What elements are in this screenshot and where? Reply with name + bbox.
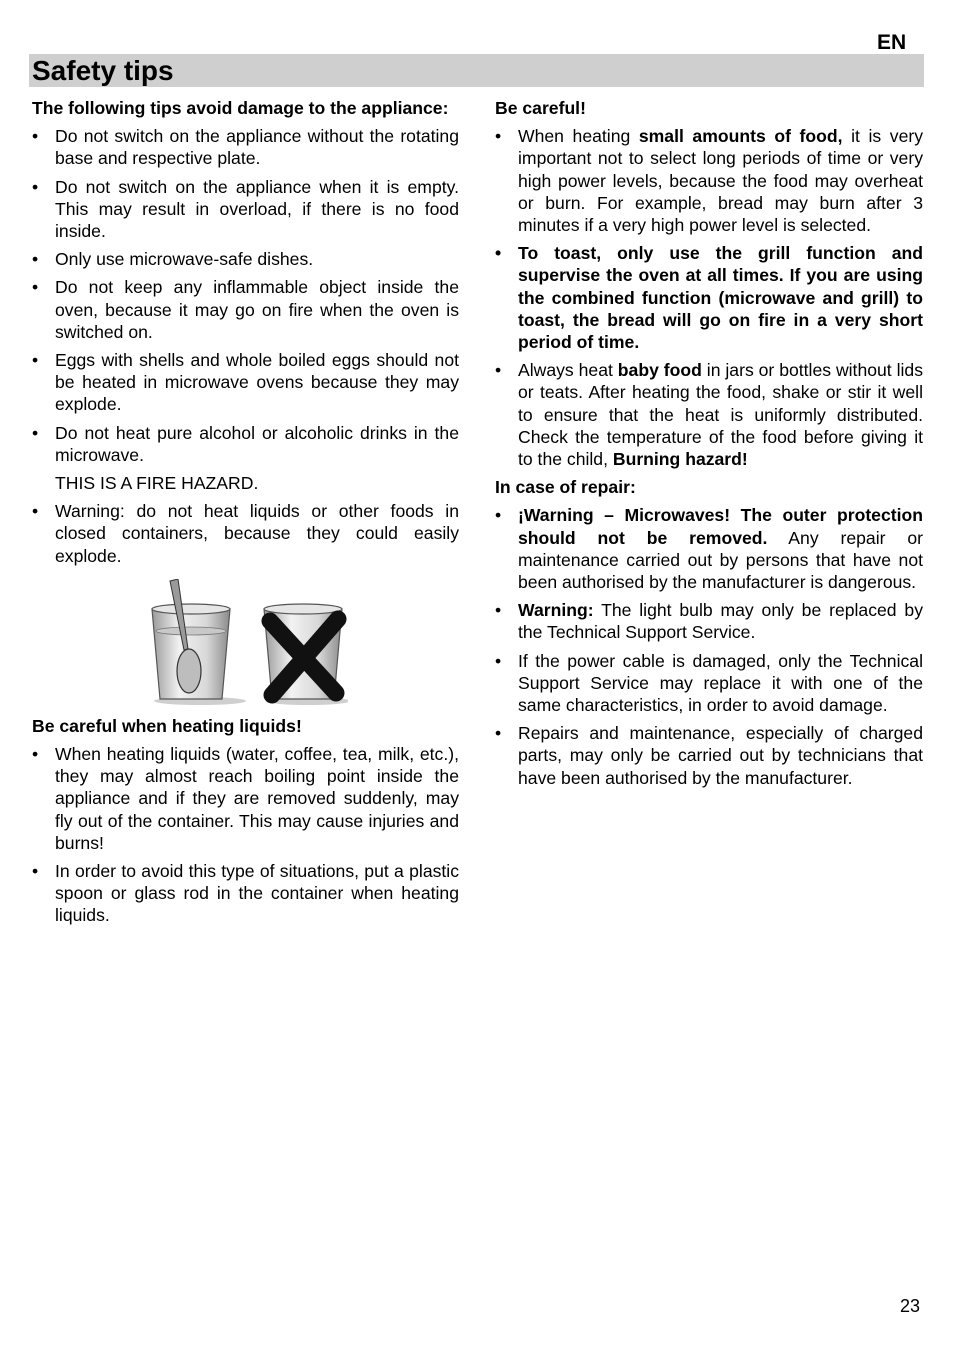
liquids-list xyxy=(32,743,459,927)
glass-illustration xyxy=(148,579,348,705)
fire-hazard-note: THIS IS A FIRE HAZARD. xyxy=(55,473,259,494)
list-item: • Repairs and maintenance, especially of charged parts, may only be carried out by technicians that have been authorised by the manufacturer. xyxy=(495,722,923,789)
bold-text: ¡Warning – Microwaves! The outer protection should not be removed. xyxy=(518,505,923,548)
list-item: • Do not heat pure alcohol or alcoholic drinks in the microwave. xyxy=(32,422,459,466)
left-column xyxy=(32,97,459,933)
text-span: Always heat xyxy=(518,360,618,381)
list-item: • Only use microwave-safe dishes. xyxy=(32,248,459,270)
text-span: The light bulb may only be replaced by the Technical Support Service. xyxy=(518,600,923,643)
bold-text: small amounts of food, xyxy=(638,126,843,147)
bold-text: Burning hazard! xyxy=(612,449,748,470)
glass-crossed-out-icon xyxy=(264,604,348,705)
warning-list xyxy=(32,500,459,567)
page-title: Safety tips xyxy=(32,55,174,86)
list-item: • Do not keep any inflammable object inside the oven, because it may go on fire when the oven is switched on. xyxy=(32,276,459,343)
list-item xyxy=(495,125,923,236)
language-label: EN xyxy=(877,31,907,54)
repair-list xyxy=(495,504,923,788)
glass-with-spoon-icon xyxy=(152,579,246,705)
liquids-heading: Be careful when heating liquids! xyxy=(32,715,302,736)
repair-heading: In case of repair: xyxy=(495,477,636,498)
bold-text: baby food xyxy=(617,360,702,381)
title-bar xyxy=(29,54,924,87)
careful-list xyxy=(495,125,923,470)
list-item xyxy=(495,599,923,643)
bold-text: Warning: xyxy=(518,600,594,621)
text-span: When heating xyxy=(518,126,639,147)
list-item: • Warning: do not heat liquids or other foods in closed containers, because they could easily explode. xyxy=(32,500,459,567)
list-item: • When heating liquids (water, coffee, tea, milk, etc.), they may almost reach boiling point inside the appliance and if they are removed suddenly, may fly out of the container. This may cause injuries and burns! xyxy=(32,743,459,854)
list-item: • In order to avoid this type of situations, put a plastic spoon or glass rod in the container when heating liquids. xyxy=(32,860,459,927)
careful-heading: Be careful! xyxy=(495,98,586,118)
page-number: 23 xyxy=(900,1296,921,1316)
list-item: • To toast, only use the grill function and supervise the oven at all times. If you are using the combined function (microwave and grill) to toast, the bread will go on fire in a very short period of time. xyxy=(495,242,923,353)
list-item: • Do not switch on the appliance when it is empty. This may result in overload, if there is no food inside. xyxy=(32,176,459,243)
damage-tips-list xyxy=(32,125,459,466)
intro-heading: The following tips avoid damage to the appliance: xyxy=(32,98,449,118)
list-item xyxy=(495,504,923,593)
text-span: in jars or bottles without lids or teats. After heating the food, shake or stir it well to ensure that the heat is uniformly distributed. Check the temperature of the food before giving it to the child, xyxy=(518,360,923,470)
right-column xyxy=(495,97,923,795)
list-item: • Do not switch on the appliance without the rotating base and respective plate. xyxy=(32,125,459,169)
list-item: • If the power cable is damaged, only the Technical Support Service may replace it with one of the same characteristics, in order to avoid damage. xyxy=(495,650,923,717)
text-span: it is very important not to select long periods of time or very high power levels, because the food may overheat or burn. For example, bread may burn after 3 minutes if a very high power level is selected. xyxy=(518,126,924,236)
list-item xyxy=(495,359,923,470)
text-span: Any repair or maintenance carried out by persons that have not been authorised by the manufacturer is dangerous. xyxy=(518,527,924,593)
list-item: • Eggs with shells and whole boiled eggs should not be heated in microwave ovens because they may explode. xyxy=(32,349,459,416)
